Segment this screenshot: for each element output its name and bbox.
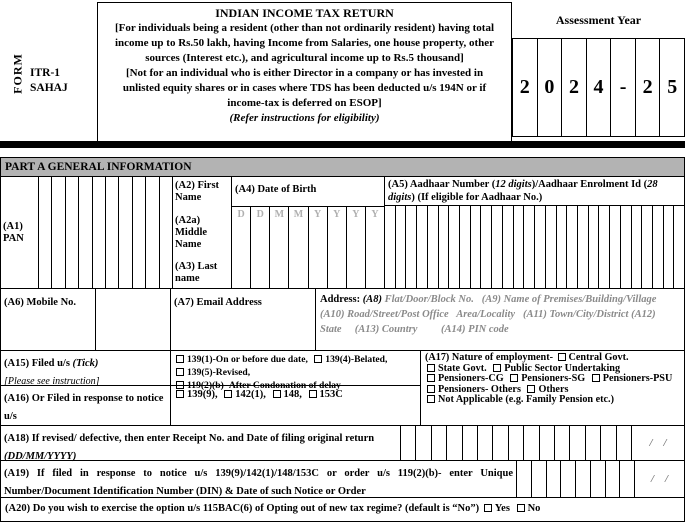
a19-char-box[interactable]	[576, 461, 591, 497]
option-not-applicable-e-g-family-pe	[425, 394, 614, 405]
eligibility-text-1: [For individuals being a resident (other than not ordinarily resident) having total income up to Rs.50 lakh, having Income from Salaries, one house property, other sources (Interest etc.), and agricultural income up to Rs.5 thousand]	[114, 22, 495, 64]
a18-char-box[interactable]	[509, 426, 524, 460]
a17-employment-cell	[421, 351, 684, 425]
aadhaar-label-part: (A5) Aadhaar Number (	[388, 179, 496, 190]
a20-question-cell	[1, 498, 684, 521]
option-label: No	[527, 503, 541, 514]
checkbox-icon[interactable]	[527, 385, 535, 393]
form-vertical-label: FORM	[10, 53, 25, 94]
option-label: 148,	[283, 389, 302, 400]
assessment-year-digit[interactable]: 2	[513, 39, 538, 136]
aadhaar-char-box[interactable]	[471, 206, 482, 288]
assessment-year-section	[512, 2, 685, 143]
a18-date-input-cell[interactable]: / /	[649, 437, 667, 449]
a15-label-cell	[1, 351, 171, 385]
a18-char-box[interactable]	[586, 426, 601, 460]
mobile-label: (A6) Mobile No.	[4, 297, 77, 308]
refer-instructions-note: (Refer instructions for eligibility)	[229, 112, 380, 124]
option-label: Yes	[494, 503, 510, 514]
a15-instruction-note: [Please see instruction]	[4, 376, 100, 387]
dob-input-columns[interactable]	[232, 207, 384, 288]
a19-char-box[interactable]	[517, 461, 532, 497]
pan-label: (A1) PAN	[3, 220, 24, 244]
aadhaar-char-box[interactable]	[664, 206, 675, 288]
dob-char-box[interactable]: Y	[371, 209, 379, 220]
aadhaar-char-box[interactable]	[449, 206, 460, 288]
a18-char-box[interactable]	[524, 426, 539, 460]
a18-char-box[interactable]	[617, 426, 631, 460]
a20-text: (A20) Do you wish to exercise the option u/s 115BAC(6) of Opting out of new tax regime? (default is “No”)	[5, 503, 482, 514]
a16-options-cell	[171, 386, 420, 426]
aadhaar-char-box[interactable]	[396, 206, 407, 288]
aadhaar-char-box[interactable]	[557, 206, 568, 288]
option-label: 139(4)-Belated,	[325, 354, 388, 365]
a16-label: (A16) Or Filed in response to notice u/s	[4, 393, 164, 422]
email-label: (A7) Email Address	[174, 297, 262, 308]
aadhaar-char-box[interactable]	[674, 206, 684, 288]
a18-char-box[interactable]	[601, 426, 616, 460]
aadhaar-char-box[interactable]	[503, 206, 514, 288]
name-fields-cell[interactable]	[173, 177, 232, 288]
checkbox-icon[interactable]	[484, 504, 492, 512]
checkbox-icon[interactable]	[309, 390, 317, 398]
option-pensioners-others	[425, 384, 521, 395]
checkbox-icon[interactable]	[314, 355, 322, 363]
eligibility-text-2: [Not for an individual who is either Director in a company or has invested in unlisted equity shares or in cases where TDS has been deducted u/s 194N or if income-tax is deferred on ESOP]	[122, 67, 487, 109]
form-header	[0, 0, 685, 146]
option-no	[515, 503, 541, 514]
option-label: Pensioners-PSU	[602, 373, 673, 385]
mobile-label-cell	[1, 289, 96, 350]
aadhaar-char-box[interactable]	[417, 206, 428, 288]
assessment-year-label: Assessment Year	[555, 12, 642, 27]
aadhaar-label-part: ) (If eligible for Aadhaar No.)	[411, 192, 543, 203]
a18-char-box[interactable]	[478, 426, 493, 460]
a18-text-cell	[1, 426, 401, 460]
a19-char-box[interactable]	[561, 461, 576, 497]
checkbox-icon[interactable]	[427, 364, 435, 372]
a15-options-line1	[174, 353, 417, 379]
a19-din-input-cell[interactable]	[517, 461, 635, 497]
pan-char-box[interactable]	[93, 177, 106, 288]
address-input-cell[interactable]	[316, 289, 684, 350]
option-139-4-belated	[312, 354, 387, 365]
option-139-5-revised	[174, 367, 250, 378]
a18-char-box[interactable]	[540, 426, 555, 460]
option-state-govt	[425, 363, 487, 374]
row-identity	[1, 177, 684, 289]
a15-label: (A15) Filed u/s	[4, 358, 73, 369]
pan-boxes	[39, 177, 172, 288]
checkbox-icon[interactable]	[176, 368, 184, 376]
a18-char-box[interactable]	[447, 426, 462, 460]
address-label: Address:	[320, 294, 361, 305]
option-yes	[482, 503, 510, 514]
aadhaar-char-box[interactable]	[632, 206, 643, 288]
filing-left-block	[1, 351, 421, 425]
aadhaar-char-box[interactable]	[439, 206, 450, 288]
a18-char-box[interactable]	[463, 426, 478, 460]
option-label: Others	[538, 383, 569, 395]
assessment-year-digit[interactable]: 2	[636, 39, 661, 136]
option-label: Pensioners-SG	[521, 373, 586, 385]
a18-receipt-input-cell[interactable]	[401, 426, 632, 460]
pan-char-box[interactable]	[133, 177, 146, 288]
mobile-input-cell[interactable]	[96, 289, 171, 350]
row-contact	[1, 289, 684, 351]
option-label: 153C	[319, 389, 343, 400]
aadhaar-char-box[interactable]	[653, 206, 664, 288]
option-label: Not Applicable (e.g. Family Pension etc.)	[438, 394, 614, 406]
a18-text: (A18) If revised/ defective, then enter Receipt No. and Date of filing original return	[4, 433, 375, 444]
pan-char-box[interactable]	[39, 177, 52, 288]
checkbox-icon[interactable]	[510, 374, 518, 382]
assessment-year-digit[interactable]: 4	[587, 39, 612, 136]
assessment-year-digit[interactable]: 0	[538, 39, 563, 136]
aadhaar-char-box[interactable]	[546, 206, 557, 288]
pan-char-box[interactable]	[66, 177, 79, 288]
option-pensioners-psu	[590, 373, 673, 384]
aadhaar-char-box[interactable]	[642, 206, 653, 288]
row-a16	[1, 386, 420, 426]
dob-char-box[interactable]: D	[232, 207, 251, 288]
pan-char-box[interactable]	[119, 177, 132, 288]
pan-char-box[interactable]	[106, 177, 119, 288]
row-a18	[1, 426, 684, 461]
row-filing-status	[1, 351, 684, 426]
pan-char-box[interactable]	[79, 177, 92, 288]
a18-char-box[interactable]	[432, 426, 447, 460]
assessment-year-digit[interactable]: 2	[562, 39, 587, 136]
a20-options	[482, 503, 543, 514]
aadhaar-cell	[385, 177, 684, 288]
option-label: State Govt.	[438, 362, 487, 374]
a19-text-cell	[1, 461, 517, 497]
a17-label: (A17) Nature of employment-	[425, 352, 556, 363]
address-field-hints: Flat/Door/Block No. (A9) Name of Premises/Building/Village (A10) Road/Street/Post Office Area/Locality (A11) Town/City/District (A12) State (A13) Country (A14) PIN code	[320, 294, 657, 335]
option-label: 139(5)-Revised,	[187, 367, 251, 378]
checkbox-icon[interactable]	[176, 390, 184, 398]
form-code	[30, 66, 68, 96]
section-divider-bar	[0, 141, 685, 148]
form-code-line1: ITR-1	[30, 67, 61, 79]
a18-receipt-boxes	[401, 426, 631, 460]
aadhaar-char-box[interactable]	[428, 206, 439, 288]
first-name-label: (A2) First Name	[175, 180, 220, 203]
last-name-label: (A3) Last name	[175, 261, 218, 284]
aadhaar-char-box[interactable]	[460, 206, 471, 288]
aadhaar-label-digits12: 12 digits	[495, 179, 532, 190]
option-pensioners-sg	[508, 373, 585, 384]
option-others	[525, 384, 568, 395]
checkbox-icon[interactable]	[273, 390, 281, 398]
aadhaar-char-box[interactable]	[524, 206, 535, 288]
email-input-cell[interactable]	[171, 289, 316, 350]
aadhaar-label-part: )/Aadhaar Enrolment Id (	[531, 179, 648, 190]
dob-char-box[interactable]: M	[270, 207, 289, 288]
checkbox-icon[interactable]	[176, 355, 184, 363]
pan-char-box[interactable]	[160, 177, 172, 288]
option-public-sector-undertaking	[491, 363, 620, 374]
option-pensioners-cg	[425, 373, 504, 384]
pan-input-cell[interactable]	[39, 177, 173, 288]
a19-text: (A19) If filed in response to notice u/s 139(9)/142(1)/148/153C or order u/s 119(2)(b)- enter Unique Number/Document Identification Number (DIN) & Date of such Notice or Order	[4, 468, 513, 497]
assessment-year-digit[interactable]: -	[611, 39, 636, 136]
row-a19	[1, 461, 684, 498]
a18-date-format: (DD/MM/YYYY)	[4, 451, 77, 462]
option-label: Pensioners-CG	[438, 373, 504, 385]
a19-date-input-cell[interactable]: / /	[650, 473, 669, 485]
dob-char-box[interactable]: Y	[347, 207, 366, 288]
general-information-table	[0, 176, 685, 522]
option-label: 119(2)(b)- After Condonation of delay	[187, 380, 341, 391]
dob-header	[232, 177, 384, 207]
a18-char-box[interactable]	[401, 426, 416, 460]
option-139-9	[174, 389, 218, 400]
aadhaar-char-box[interactable]	[481, 206, 492, 288]
a18-char-box[interactable]	[416, 426, 431, 460]
assessment-year-grid	[512, 38, 685, 137]
row-a20	[1, 498, 684, 521]
checkbox-icon[interactable]	[427, 385, 435, 393]
checkbox-icon[interactable]	[224, 390, 232, 398]
a18-char-box[interactable]	[570, 426, 585, 460]
aadhaar-input-boxes[interactable]	[385, 206, 684, 288]
pan-char-box[interactable]	[146, 177, 159, 288]
aadhaar-char-box[interactable]	[514, 206, 525, 288]
option-label: Public Sector Undertaking	[504, 362, 621, 374]
checkbox-icon[interactable]	[558, 353, 566, 361]
option-label: 142(1),	[235, 389, 266, 400]
a19-char-box[interactable]	[620, 461, 634, 497]
aadhaar-char-box[interactable]	[492, 206, 503, 288]
a18-char-box[interactable]	[493, 426, 508, 460]
form-title-box	[97, 2, 512, 143]
option-142-1	[222, 389, 266, 400]
dob-label: (A4) Date of Birth	[235, 184, 317, 195]
a19-char-box[interactable]	[532, 461, 547, 497]
option-label: 139(9),	[187, 389, 218, 400]
checkbox-icon[interactable]	[493, 364, 501, 372]
middle-name-label: (A2a) Middle Name	[175, 214, 208, 250]
row-a15	[1, 351, 420, 391]
checkbox-icon[interactable]	[592, 374, 600, 382]
pan-label-cell	[1, 177, 39, 288]
checkbox-icon[interactable]	[427, 395, 435, 403]
part-a-header: PART A GENERAL INFORMATION	[0, 157, 685, 177]
aadhaar-char-box[interactable]	[589, 206, 600, 288]
aadhaar-char-box[interactable]	[535, 206, 546, 288]
aadhaar-char-box[interactable]	[385, 206, 396, 288]
option-153c	[307, 389, 343, 400]
option-148	[271, 389, 302, 400]
form-code-line2: SAHAJ	[30, 82, 68, 94]
address-a8-label: (A8)	[362, 294, 382, 305]
aadhaar-char-box[interactable]	[567, 206, 578, 288]
option-label: 139(1)-On or before due date,	[187, 354, 308, 365]
dob-char-box[interactable]: Y	[309, 207, 328, 288]
a16-label-cell	[1, 386, 171, 426]
dob-cell	[232, 177, 385, 288]
option-label: Pensioners- Others	[438, 383, 521, 395]
pan-char-box[interactable]	[52, 177, 65, 288]
dob-char-box[interactable]: M	[289, 207, 308, 288]
a19-char-box[interactable]	[547, 461, 562, 497]
a19-char-box[interactable]	[606, 461, 621, 497]
aadhaar-char-box[interactable]	[406, 206, 417, 288]
option-central-govt	[556, 352, 629, 363]
option-label: Central Govt.	[568, 352, 629, 363]
a15-tick-note: (Tick)	[72, 358, 99, 369]
aadhaar-char-box[interactable]	[610, 206, 621, 288]
checkbox-icon[interactable]	[427, 374, 435, 382]
aadhaar-char-box[interactable]	[578, 206, 589, 288]
aadhaar-char-box[interactable]	[621, 206, 632, 288]
dob-char-box[interactable]: Y	[328, 207, 347, 288]
a15-options-cell	[171, 351, 420, 391]
option-139-1-on-or-before-due-date	[174, 354, 308, 365]
a19-din-boxes	[517, 461, 634, 497]
aadhaar-label-digits28: 28 digits	[388, 179, 658, 203]
checkbox-icon[interactable]	[517, 504, 525, 512]
assessment-year-digit[interactable]: 5	[667, 76, 678, 98]
dob-char-box[interactable]: D	[251, 207, 270, 288]
form-title: INDIAN INCOME TAX RETURN	[215, 6, 394, 20]
a19-char-box[interactable]	[591, 461, 606, 497]
aadhaar-char-box[interactable]	[599, 206, 610, 288]
a18-char-box[interactable]	[555, 426, 570, 460]
aadhaar-label	[385, 177, 684, 206]
